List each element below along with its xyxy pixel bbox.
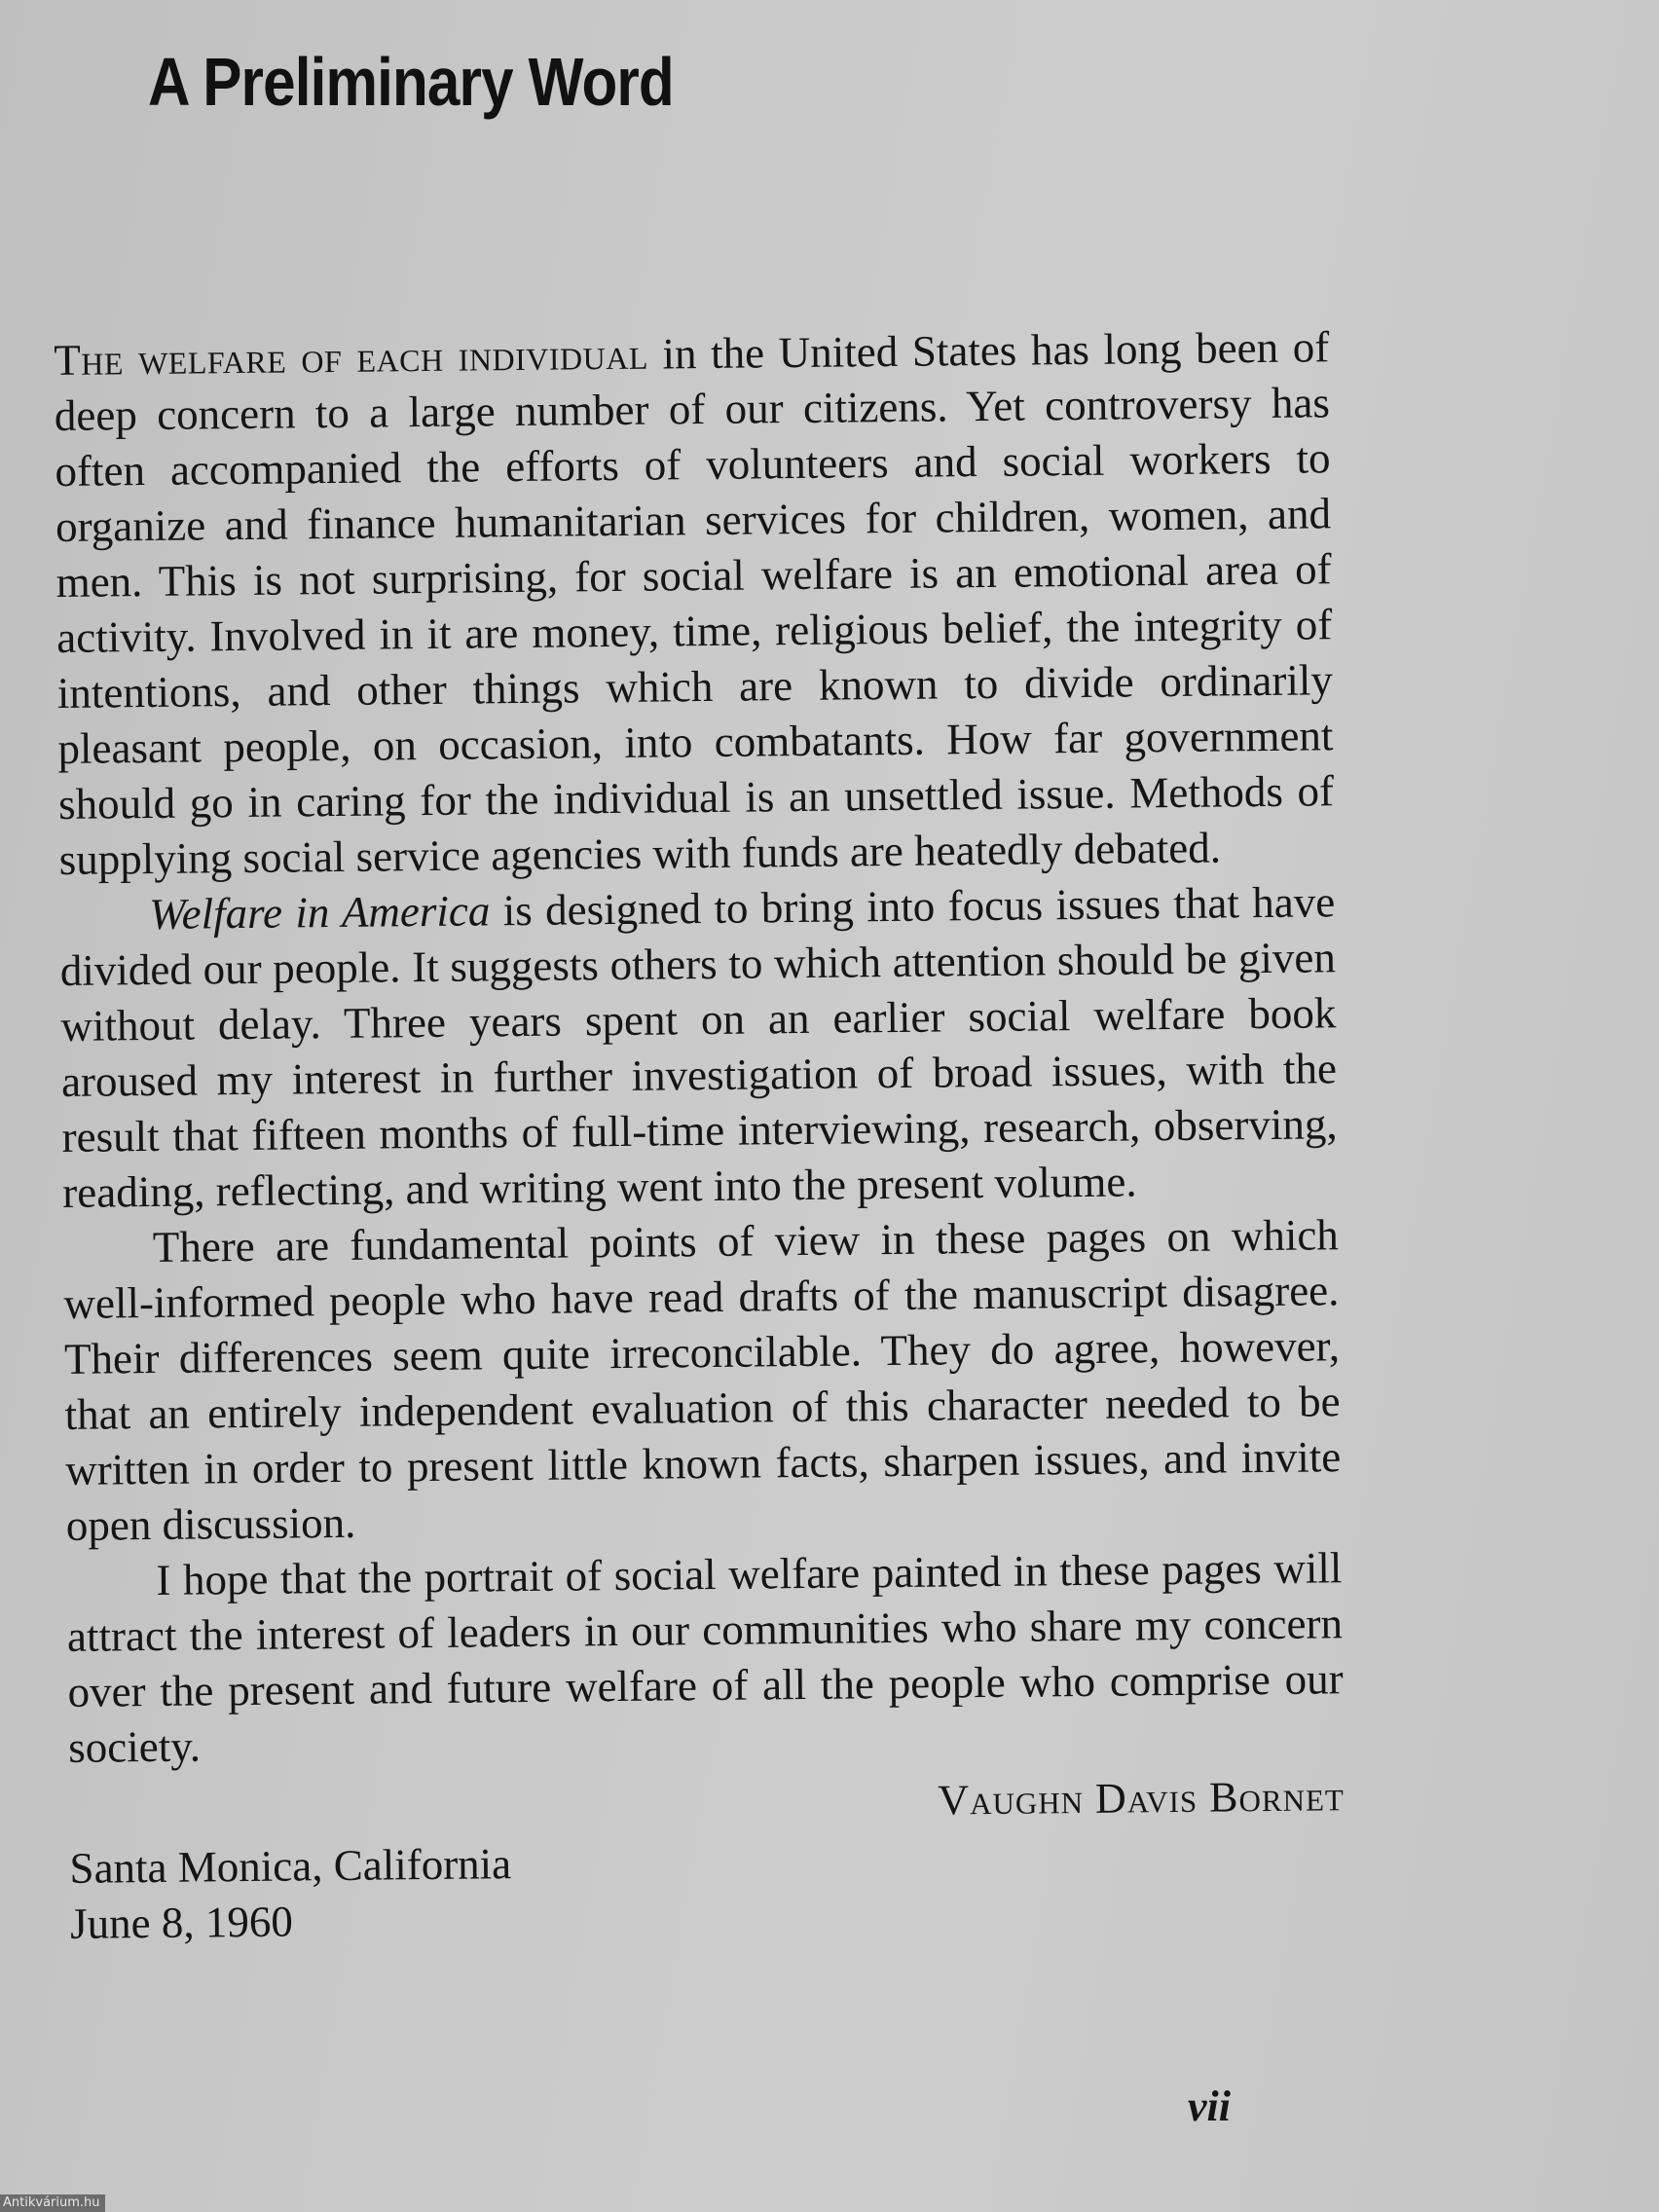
paragraph-1-text: in the United States has long been of deep concern to a large number of our citizens. Yet controversy has often accompanied the efforts of volunteers and social workers to organize and finance humanitarian services for children, women, and men. This is not surprising, for social welfare is an emotional area of activity. Involved in it are money, time, religious belief, the integrity of intentions, and other things which are known to divide ordinarily pleasant people, on occasion, into combatants. How far government should go in caring for the individual is an unsettled issue. Methods of supplying social service agencies with funds are heatedly debated. — [54, 322, 1335, 884]
paragraph-1-lead: The welfare of each individual — [54, 329, 649, 385]
preface-body — [54, 319, 1346, 1952]
watermark-label: Antikvárium.hu — [0, 2194, 105, 2212]
page-number: vii — [1188, 2083, 1231, 2130]
book-title: Welfare in America — [148, 886, 491, 940]
paragraph-2-text: is designed to bring into focus issues that have divided our people. It suggests others to which attention should be given without delay. Three years spent on an earlier social welfare book aroused my interest in further investigation of broad issues, with the result that fifteen months of full-time interviewing, research, observing, reading, reflecting, and writing went into the present volume. — [59, 877, 1338, 1217]
author-signature: Vaughn Davis Bornet — [938, 1772, 1346, 1825]
paragraph-1 — [54, 319, 1335, 888]
paragraph-2 — [59, 874, 1339, 1221]
paragraph-3: There are fundamental points of view in these pages on which well-informed people who have read drafts of the manuscript disagree. Their differences seem quite irreconcilable. They do agree, however, that an entirely independent evaluation of this character needed to be written in order to present little known facts, sharpen issues, and invite open discussion. — [63, 1210, 1342, 1550]
paragraph-4: I hope that the portrait of social welfare painted in these pages will attract the interest of leaders in our communities who share my concern over the present and future welfare of all the people who comprise our society. — [66, 1543, 1344, 1772]
page-heading: A Preliminary Word — [148, 44, 674, 120]
signing-place-date — [69, 1827, 1346, 1952]
signing-date: June 8, 1960 — [69, 1897, 294, 1948]
signing-place: Santa Monica, California — [69, 1839, 512, 1893]
